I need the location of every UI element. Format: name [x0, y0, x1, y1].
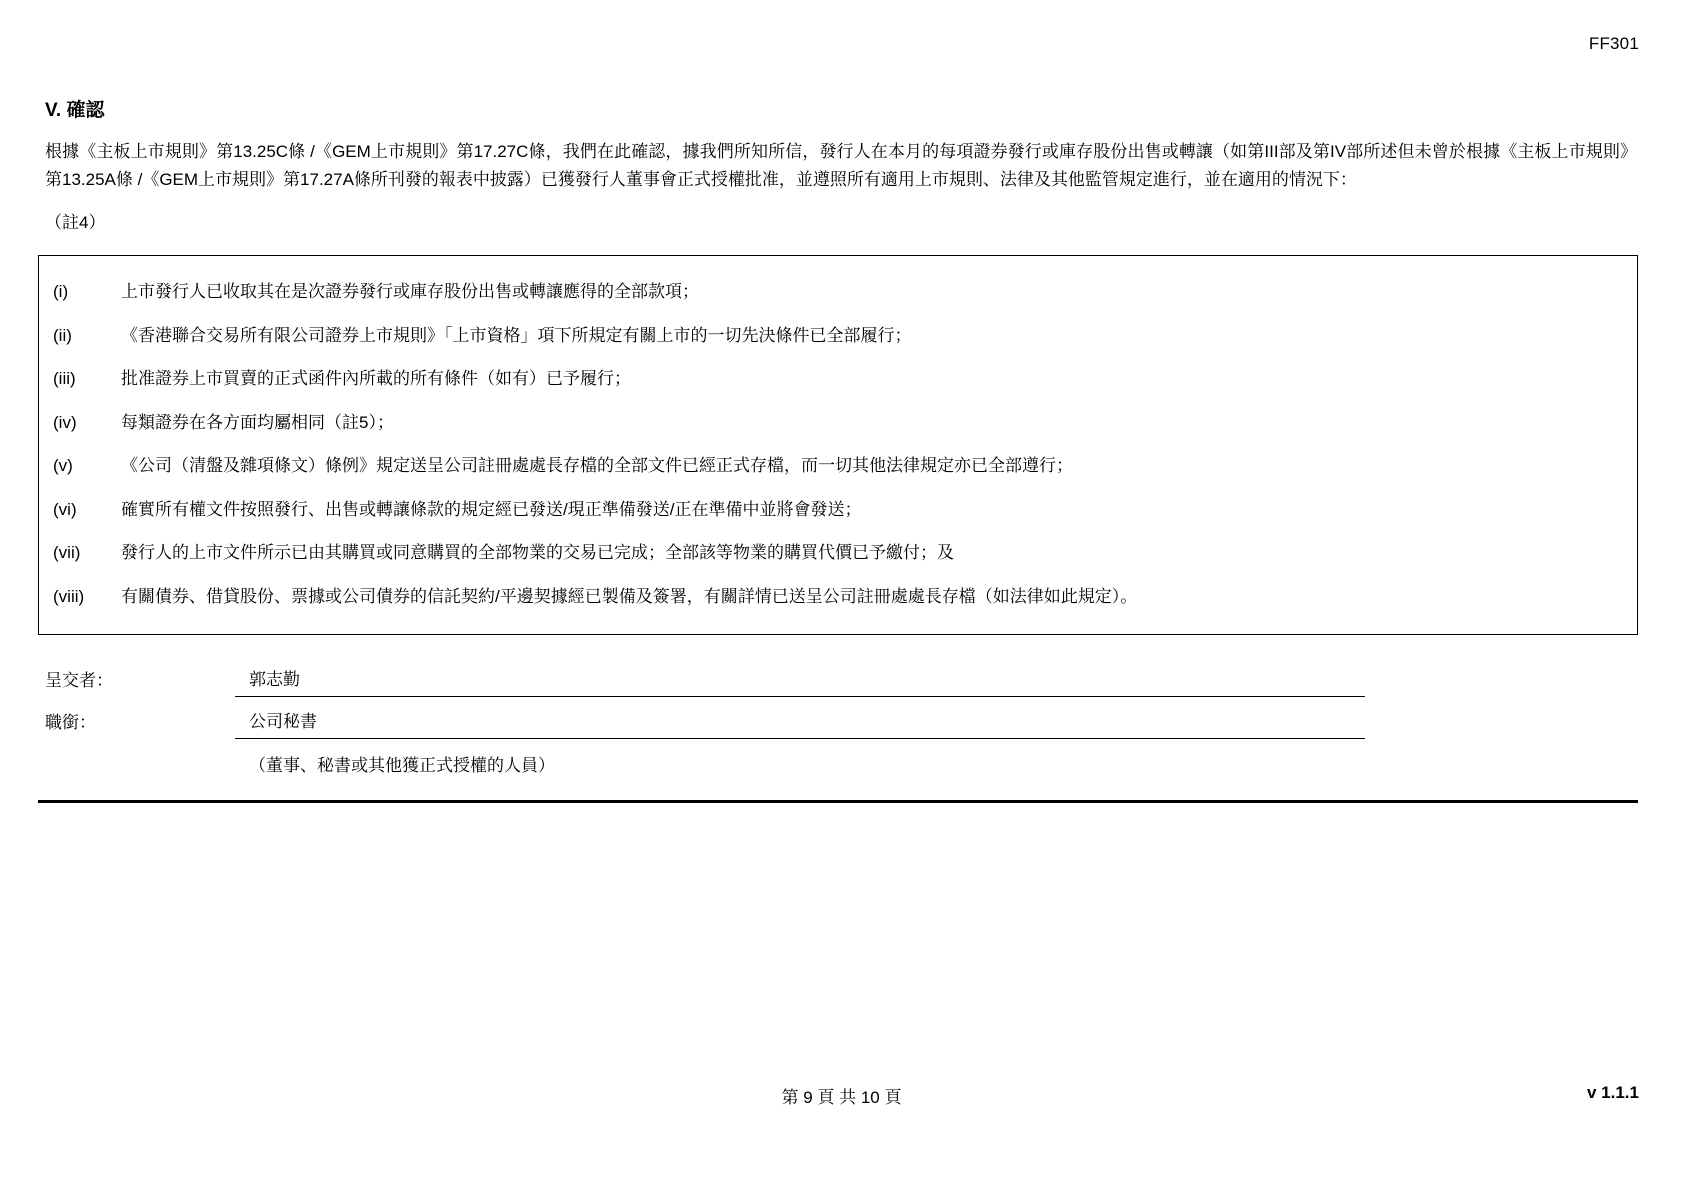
clause-number: (vii)	[53, 543, 81, 562]
clause-number: (viii)	[53, 586, 85, 606]
signoff-caption: （董事、秘書或其他獲正式授權的人員）	[249, 756, 555, 775]
list-item	[49, 444, 1627, 488]
section-intro-paragraph: 根據《主板上市規則》第13.25C條 /《GEM上市規則》第17.27C條，我們在此確認，據我們所知所信，發行人在本月的每項證券發行或庫存股份出售或轉讓（如第III部及第IV部所述但未曾於根據《主板上市規則》第13.25A條 /《GEM上市規則》第17.27A條所刊發的報表中披露）已獲發行人董事會正式授權批准，並遵照所有適用上市規則、法律及其他監管規定進行，並在適用的情況下：	[45, 142, 1637, 189]
clause-text: 批准證券上市買賣的正式函件內所載的所有條件（如有）已予履行；	[121, 369, 631, 388]
clause-number: (iii)	[53, 369, 76, 388]
title-label: 職銜：	[45, 713, 96, 732]
submitter-label: 呈交者：	[45, 671, 113, 690]
clause-text: 確實所有權文件按照發行、出售或轉讓條款的規定經已發送/現正準備發送/正在準備中並將會發送；	[121, 499, 862, 519]
signoff-block	[45, 655, 1365, 776]
clause-text: 每類證券在各方面均屬相同（註5）；	[121, 412, 394, 432]
footer-page-info: 第 9 頁 共 10 頁	[781, 1088, 902, 1107]
clause-text: 上市發行人已收取其在是次證券發行或庫存股份出售或轉讓應得的全部款項；	[121, 282, 699, 301]
footer-version: v 1.1.1	[1587, 1083, 1639, 1102]
confirmation-clause-box	[38, 255, 1638, 635]
clause-text: 《香港聯合交易所有限公司證券上市規則》「上市資格」項下所規定有關上市的一切先決條件已全部履行；	[121, 325, 912, 345]
list-item	[49, 531, 1627, 575]
clause-number: (ii)	[53, 325, 72, 345]
clause-text: 發行人的上市文件所示已由其購買或同意購買的全部物業的交易已完成；全部該等物業的購買代價已予繳付；及	[121, 543, 954, 562]
horizontal-divider	[38, 800, 1638, 803]
clause-number: (i)	[53, 282, 69, 301]
clause-number: (iv)	[53, 412, 77, 432]
clause-number: (vi)	[53, 499, 77, 519]
list-item	[49, 401, 1627, 445]
submitter-field[interactable]: 郭志勤	[235, 665, 1365, 697]
list-item	[49, 488, 1627, 532]
submitter-row	[45, 655, 1365, 697]
list-item	[49, 314, 1627, 358]
title-field[interactable]: 公司秘書	[235, 707, 1365, 739]
note-reference: （註4）	[45, 213, 106, 232]
section-title: V. 確認	[45, 100, 105, 121]
clause-text: 有關債券、借貸股份、票據或公司債券的信託契約/平邊契據經已製備及簽署，有關詳情已送呈公司註冊處處長存檔（如法律如此規定）。	[121, 586, 1138, 606]
list-item	[49, 270, 1627, 314]
title-row	[45, 697, 1365, 739]
form-code: FF301	[1588, 34, 1639, 53]
clause-number: (v)	[53, 456, 73, 475]
list-item	[49, 575, 1627, 619]
clause-text: 《公司（清盤及雜項條文）條例》規定送呈公司註冊處處長存檔的全部文件已經正式存檔，而一切其他法律規定亦已全部遵行；	[121, 456, 1073, 475]
list-item	[49, 357, 1627, 401]
